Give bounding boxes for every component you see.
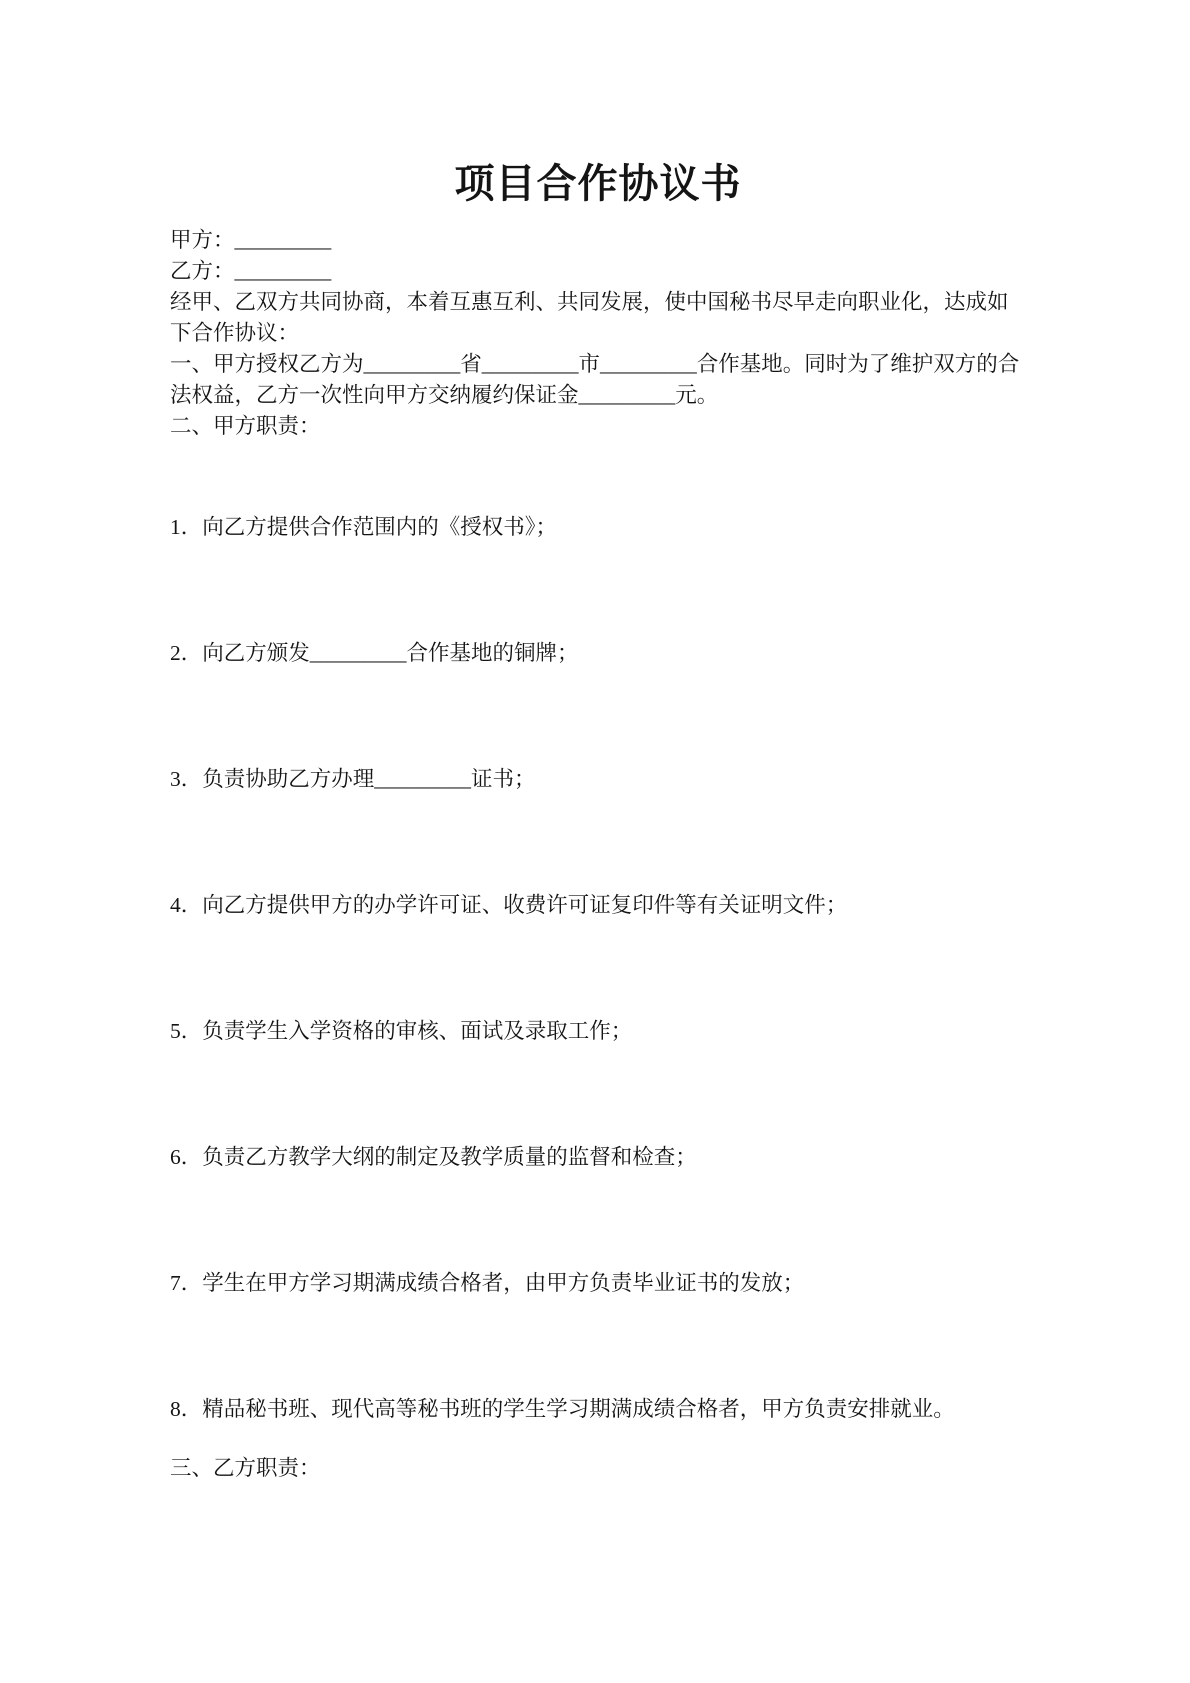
duty-item-1: 1．向乙方提供合作范围内的《授权书》； — [170, 515, 558, 539]
document-title: 项目合作协议书 — [454, 161, 742, 206]
duty-item-4: 4．向乙方提供甲方的办学许可证、收费许可证复印件等有关证明文件； — [170, 893, 848, 917]
duty-item-7: 7．学生在甲方学习期满成绩合格者，由甲方负责毕业证书的发放； — [170, 1271, 805, 1295]
party-b-line: 乙方：_________ — [170, 259, 332, 283]
intro-paragraph — [170, 287, 1026, 349]
clause-one-paragraph — [170, 349, 1026, 411]
duty-item-2: 2．向乙方颁发_________合作基地的铜牌； — [170, 641, 579, 665]
duty-item-3: 3．负责协助乙方办理_________证书； — [170, 767, 536, 791]
section-two-heading: 二、甲方职责： — [170, 414, 321, 438]
intro-line-1: 经甲、乙双方共同协商，本着互惠互利、共同发展，使中国秘书尽早走向职业化，达成如 — [170, 290, 1009, 314]
intro-line-2: 下合作协议： — [170, 321, 300, 345]
duty-item-5: 5．负责学生入学资格的审核、面试及录取工作； — [170, 1019, 633, 1043]
party-a-line: 甲方：_________ — [170, 228, 332, 252]
duty-item-8: 8．精品秘书班、现代高等秘书班的学生学习期满成绩合格者，甲方负责安排就业。 — [170, 1397, 955, 1421]
clause-one-line-1: 一、甲方授权乙方为_________省_________市_________合作基地。同时为了维护双方的合 — [170, 352, 1020, 376]
clause-one-line-2: 法权益，乙方一次性向甲方交纳履约保证金_________元。 — [170, 383, 719, 407]
duty-item-6: 6．负责乙方教学大纲的制定及教学质量的监督和检查； — [170, 1145, 697, 1169]
section-three-heading: 三、乙方职责： — [170, 1456, 321, 1480]
